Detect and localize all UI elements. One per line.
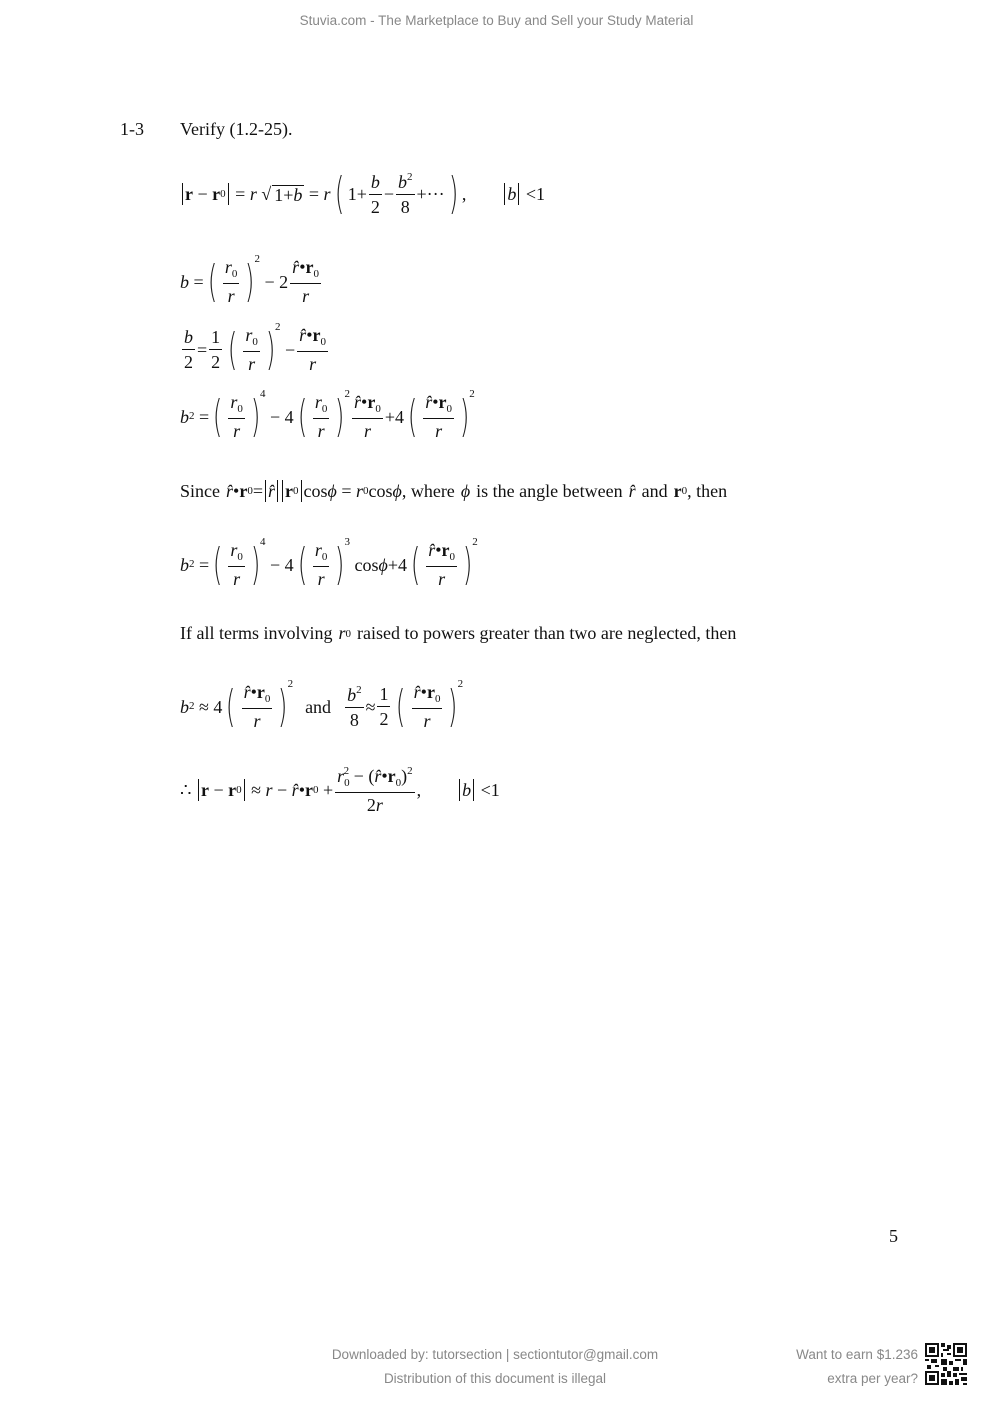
equation-expansion: r − r 0 = r √ 1+b = r ( 1+ $\frac{b}{2}$ − $\frac{b^2}{8}$ +··· ) , b <1 bbox=[180, 172, 545, 216]
page-number: 5 bbox=[889, 1226, 898, 1246]
footer-downloaded: Downloaded by: tutorsection | sectiontutor@gmail.com bbox=[331, 1347, 659, 1362]
footer-distribution: Distribution of this document is illegal bbox=[383, 1371, 607, 1386]
equation-b-half: $\frac{b}{2}$ = $\frac{1}{2}$ ( $\frac{r_0}{r}$ ) 2 − $\frac{r̂•r_0}{r}$ bbox=[184, 321, 326, 375]
problem-title: Verify (1.2-25). bbox=[180, 119, 293, 139]
if-sentence: If all terms involving r 0 raised to powers greater than two are neglected, then bbox=[180, 623, 737, 643]
qr-code-icon[interactable] bbox=[925, 1343, 967, 1385]
equation-b: b = ( $\frac{r_0}{r}$ ) 2 − 2 $\frac{r̂•r_0}{r}$ bbox=[180, 253, 319, 307]
stuvia-header: Stuvia.com - The Marketplace to Buy and Sell your Study Material bbox=[299, 13, 694, 28]
equation-b-squared-cos: b 2 = ( $\frac{r_0}{r}$ ) 4 − 4 ( $\frac{r_0}{r}$ ) 3 cos ϕ +4 ( $\frac{r̂•r_0}{r}$ ) 2 bbox=[180, 536, 478, 590]
footer-earn-line1[interactable]: Want to earn $1.236 bbox=[796, 1347, 918, 1362]
equation-b-squared: b 2 = ( $\frac{r_0}{r}$ ) 4 − 4 ( $\frac{r_0}{r}$ ) 2 $\frac{r̂•r_0}{r}$ +4 ( $\frac{r̂•r_0}{r}$ ) 2 bbox=[180, 388, 475, 442]
problem-number: 1-3 bbox=[120, 119, 144, 139]
since-sentence: Since r̂ • r 0 = r̂ r 0 cos ϕ = r 0 cos ϕ , where ϕ is the angle between r̂ and r 0 , then bbox=[180, 480, 728, 501]
equation-approximations: b 2 ≈ 4 ( $\frac{r̂•r_0}{r}$ ) 2 and $\frac{b^2}{8}$ ≈ $\frac{1}{2}$ ( $\frac{r̂•r_0}{r}$ ) 2 bbox=[180, 678, 464, 732]
footer-earn-line2[interactable]: extra per year? bbox=[827, 1371, 918, 1386]
equation-final: ∴ r − r 0 ≈ r − r̂ • r 0 + $\frac{r_0^2 - (r̂•r_0)^2}{2r}$ , b <1 bbox=[180, 765, 500, 815]
